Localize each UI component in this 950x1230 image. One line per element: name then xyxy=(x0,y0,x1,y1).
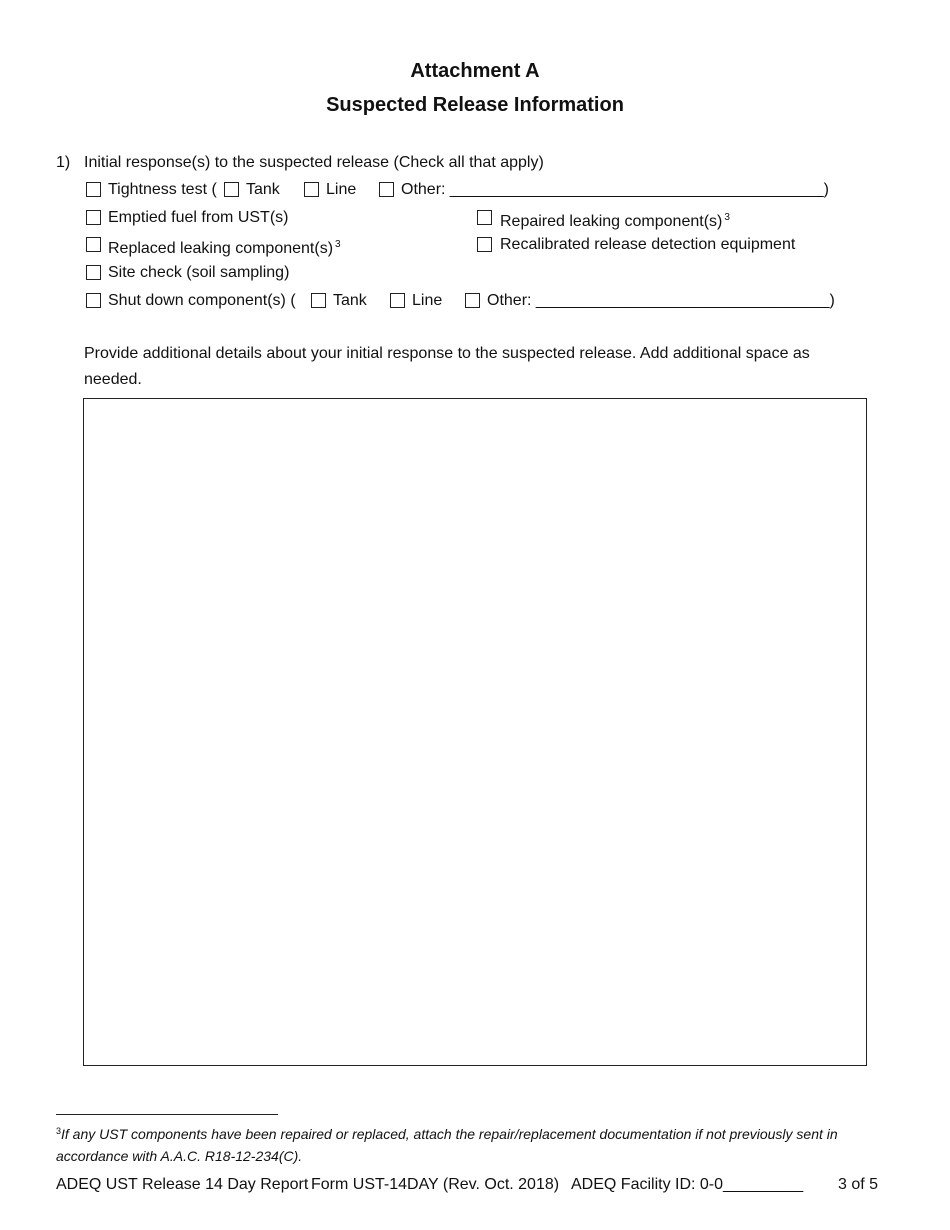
footnote-divider xyxy=(56,1114,278,1115)
repaired-component-text: Repaired leaking component(s) xyxy=(500,213,723,230)
tightness-tank-checkbox[interactable] xyxy=(224,182,239,197)
replaced-component-checkbox[interactable] xyxy=(86,237,101,252)
repaired-component-label xyxy=(500,208,730,232)
details-textarea[interactable] xyxy=(83,398,867,1066)
shut-down-other-checkbox[interactable] xyxy=(465,293,480,308)
footnote xyxy=(56,1120,876,1167)
site-check-label: Site check (soil sampling) xyxy=(108,264,290,281)
emptied-fuel-checkbox[interactable] xyxy=(86,210,101,225)
shut-down-label: Shut down component(s) ( xyxy=(108,292,296,309)
page-title: Attachment A xyxy=(410,60,540,82)
shut-down-line-label: Line xyxy=(412,292,443,309)
tightness-tank-label: Tank xyxy=(246,181,280,198)
footnote-text: If any UST components have been repaired or replaced, attach the repair/replacement documentation if not previously sent in accordance with A.A.C. R18-12-234(C). xyxy=(56,1126,838,1164)
shut-down-tank-checkbox[interactable] xyxy=(311,293,326,308)
replaced-component-text: Replaced leaking component(s) xyxy=(108,240,334,257)
footnote-marker: 3 xyxy=(56,1126,62,1136)
details-prompt-line2: needed. xyxy=(84,371,142,388)
question-number: 1) xyxy=(56,154,71,171)
tightness-other-checkbox[interactable] xyxy=(379,182,394,197)
recalibrated-checkbox[interactable] xyxy=(477,237,492,252)
footnote-ref: 3 xyxy=(724,212,730,223)
site-check-checkbox[interactable] xyxy=(86,265,101,280)
tightness-line-checkbox[interactable] xyxy=(304,182,319,197)
tightness-other-field[interactable]: Other: __________________________________________) xyxy=(401,181,829,198)
details-prompt-line1: Provide additional details about your initial response to the suspected release. Add additional space as xyxy=(84,345,810,362)
shut-down-line-checkbox[interactable] xyxy=(390,293,405,308)
replaced-component-label xyxy=(108,235,341,259)
shut-down-checkbox[interactable] xyxy=(86,293,101,308)
footnote-ref: 3 xyxy=(335,239,341,250)
emptied-fuel-label: Emptied fuel from UST(s) xyxy=(108,209,289,226)
footer-page-number: 3 of 5 xyxy=(838,1176,879,1193)
page-subtitle: Suspected Release Information xyxy=(326,94,624,116)
footer-report-name: ADEQ UST Release 14 Day Report xyxy=(56,1176,309,1193)
question-prompt: Initial response(s) to the suspected release (Check all that apply) xyxy=(84,154,544,171)
footer-form-id: Form UST-14DAY (Rev. Oct. 2018) xyxy=(311,1176,560,1193)
tightness-test-label: Tightness test ( xyxy=(108,181,217,198)
tightness-line-label: Line xyxy=(326,181,357,198)
shut-down-other-field[interactable]: Other: _________________________________) xyxy=(487,292,835,309)
recalibrated-label: Recalibrated release detection equipment xyxy=(500,236,796,253)
repaired-component-checkbox[interactable] xyxy=(477,210,492,225)
footer-facility-id: ADEQ Facility ID: 0-0_________ xyxy=(571,1176,804,1193)
shut-down-tank-label: Tank xyxy=(333,292,367,309)
tightness-test-checkbox[interactable] xyxy=(86,182,101,197)
